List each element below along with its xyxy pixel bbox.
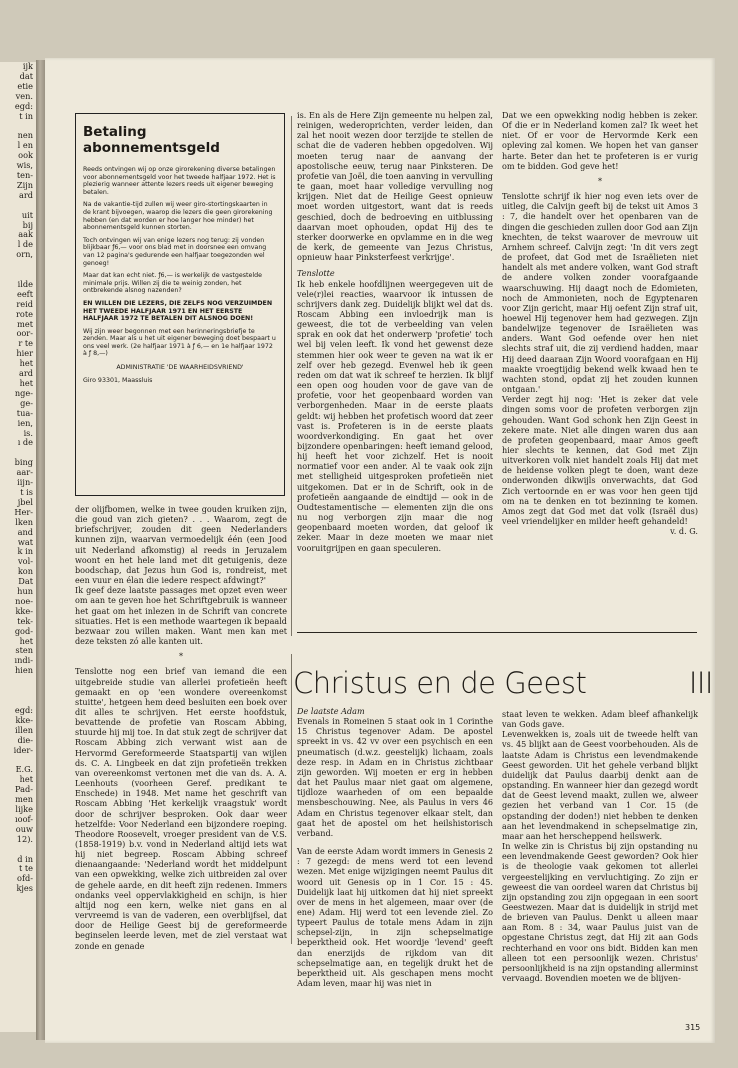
prev-page-line: sten [15, 645, 33, 656]
prev-page-line: ıoof- [15, 813, 33, 824]
prev-page-line: nen [17, 130, 33, 141]
prev-page-line: ien, [17, 417, 33, 428]
prev-page-line: k in [17, 546, 33, 557]
prev-page-line: ofd- [17, 873, 33, 884]
page-number: 315 [685, 1023, 701, 1032]
prev-page-line: ard [18, 368, 33, 379]
prev-page-line: d in [17, 853, 33, 864]
prev-page-line: egd: [14, 704, 33, 715]
prev-page-line: eeft [16, 288, 33, 299]
prev-page-line: kke- [15, 605, 33, 616]
author-signature: v. d. G. [670, 526, 698, 537]
prev-page-line: met [17, 318, 33, 329]
body-paragraph: In welke zin is Christus bij zijn opstanding nu een levendmakende Geest geworden? Ook hier is de theologie vaak gekomen tot allerlei vergeestelijking en vervluchtiging. Zo zijn er geweest die van oordeel waren dat Christus bij zijn opstanding zou zijn opgegaan in een soort Geestwezen. Maar dat is duidelijk in strijd met de brieven van Paulus. Denkt u alleen maar aan Rom. 8 : 34, waar Paulus juist van de opgestane Christus zegt, dat Hij zit aan Gods rechterhand en voor ons bidt. Bidden kan men alleen tot een persoonlijk wezen. Christus' persoonlijkheid is na zijn opstanding allerminst vervaagd. Bovendien moeten we de blijven- [502, 841, 698, 984]
article-headline [293, 666, 713, 700]
article-part-number: III [688, 666, 713, 700]
prev-page-line: ındi- [14, 655, 33, 666]
prev-page-line: het [19, 358, 33, 369]
prev-page-line: t is [20, 486, 33, 497]
body-paragraph: Van de eerste Adam wordt immers in Genesis 2 : 7 gezegd: de mens werd tot een levend wezen. Met enige wijzigingen neemt Paulus dit woord uit Genesis op in 1 Cor. 15 : 45. Duidelijk laat hij uitkomen dat hij niet spreekt over de mens in het algemeen, maar over (de ene) Adam. Hij werd tot een levende ziel. Zo typeert Paulus de totale mens Adam in zijn schepsel-zijn, in zijn schepselmatige beperktheid ook. Het woordje 'levend' geeft dan enerzijds de rijkdom van dit schepselmatige aan, en tegelijk drukt het de beperktheid uit. Als geschapen mens mocht Adam leven, maar hij was niet in [297, 846, 493, 989]
notice-paragraph: Toch ontvingen wij van enige lezers nog terug: zij vonden blijkbaar ƒ6,— voor ons blad met in doorsnee een omvang van 12 pagina's gedurende een halfjaar toegezonden wel genoeg! [83, 236, 267, 267]
prev-page-line: wat [17, 536, 33, 547]
book-gutter [36, 60, 45, 1040]
prev-page-line: etie [17, 80, 33, 91]
payment-notice-box [75, 113, 285, 496]
prev-page-line: het [19, 378, 33, 388]
body-paragraph: der olijfbomen, welke in twee gouden kruiken zijn, die goud van zich gieten? . . . Waarom, zegt de briefschrijver, zouden dit geen Nederlanders kunnen zijn, waarvan vermoedelijk één (een Jood uit Nederland afkomstig) al reeds in Jeruzalem woont en het hele land met dit getuigenis, deze boodschap, dat Jezus hun God is, rondreist, met een vuur en élan die iedere respect afdwingt?' [75, 504, 287, 586]
prev-page-line: hien [14, 665, 33, 676]
column-2 [297, 110, 493, 553]
prev-page-line: ven. [15, 90, 33, 101]
prev-page-line [0, 845, 36, 855]
prev-page-line: rote [16, 308, 33, 319]
notice-title: Betaling abonnementsgeld [83, 124, 220, 156]
body-paragraph: Evenals in Romeinen 5 staat ook in 1 Corinthe 15 Christus tegenover Adam. De apostel spreekt in vs. 42 vv over een psychisch en een pneumatisch (d.w.z. geestelijk) lichaam, zoals deze resp. in Adam en in Christus zichtbaar zijn geworden. Wij moeten er erg in hebben dat het Paulus maar niet gaat om algemene, tijdloze waarheden of om een bepaalde mensbeschouwing. Nee, als Paulus in vers 46 Adam en Christus tegenover elkaar stelt, dan gaat het de apostel om het heilshistorisch verband. [297, 716, 493, 838]
prev-page-line: ook [18, 150, 33, 161]
prev-page-line: l en [17, 140, 33, 151]
prev-page-line: god- [14, 625, 33, 636]
prev-page-line: Dat [18, 576, 33, 587]
prev-page-line: ge- [20, 397, 33, 408]
prev-page-line: uit [21, 209, 33, 220]
prev-page-line: ouw [15, 823, 33, 834]
prev-page-line: oor- [16, 328, 33, 339]
previous-page-edge [0, 62, 36, 1032]
prev-page-line: wis, [16, 160, 33, 171]
column-3 [502, 110, 698, 536]
prev-page-line: Zijn [16, 179, 33, 190]
body-paragraph: Ik heb enkele hoofdlijnen weergegeven uit de vele(r)lei reacties, waarvoor ik intussen de schrijvers dank zeg. Duidelijk blijkt wel dat ds. Roscam Abbing een invloedrijk man is geweest, die tot de verbeelding van velen sprak en ook dat het onderwerp 'profetie' toch wel bij velen leeft. Ik vond het gewenst deze stemmen hier ook weer te geven na wat ik er zelf over heb gezegd. Evenwel heb ik geen reden om dat wat ik schreef te herzien. Ik blijf een open oog houden voor de gave van de profetie, voor het geopenbaard worden van verborgenheden. Maar in de eerste plaats geldt: wij hebben het profetisch woord dat zeer vast is. Profeteren is in de eerste plaats woordverkondiging. En gaat het over bijzondere openbaringen: heeft iemand gelood, hij heeft het voor zichzelf. Het is nooit normatief voor een ander. Al te vaak ook zijn met stelligheid uitgesproken profetieën niet uitgekomen. Dat er in de Schrift, ook in de profetieën aangaande de eindtijd — ook in de Oudtestamentische — elementen zijn die ons nu nog verborgen zijn maar die nog geopenbaard moeten worden, dat geloof ik zeker. Maar in deze moeten we maar niet vooruitgrijpen en gaan speculeren. [297, 278, 493, 553]
prev-page-line: aak [18, 229, 33, 240]
prev-page-line: noe- [15, 595, 33, 606]
prev-page-line: r te [18, 338, 33, 349]
prev-page-line: E.G. [15, 764, 33, 775]
prev-page-line: ijk [22, 62, 33, 71]
prev-page-line: bij [22, 219, 33, 230]
subheading: Tenslotte [297, 268, 335, 279]
prev-page-line: t in [19, 110, 33, 121]
notice-paragraph: Wij zijn weer begonnen met een herinneringsbriefje te zenden. Maar als u het uit eigener beweging doet bespaart u ons veel werk. (2e halfjaar 1971 à ƒ 6,— en 1e halfjaar 1972 à ƒ 8,—) [83, 327, 276, 358]
prev-page-line: illen [15, 724, 33, 735]
prev-page-line: iijn- [17, 477, 33, 488]
prev-page-line: tek- [17, 615, 33, 626]
prev-page-line: die- [17, 734, 33, 745]
prev-page-line: and [17, 526, 33, 537]
article-title: Christus en de Geest [293, 666, 587, 700]
body-paragraph: Tenslotte schrijf ik hier nog even iets over de uitleg, die Calvijn geeft bij de tekst uit Amos 3 : 7, die handelt over het openbaren van de dingen die geschieden zullen door God aan Zijn knechten, de tekst waarover de mevrouw uit Arnhem schreef. Calvijn zegt: 'In dit vers zegt de profeet, dat God met de Israëlieten niet handelt als met andere volken, want God straft de andere volken zonder voorafgaande waarschuwing. Hij daagt noch de Edomieten, noch de Ammonieten, noch de Egyptenaren voor Zijn gericht, maar Hij oefent Zijn straf uit, hoewel Hij tegenover hem had gezwegen. Zijn bandelwijze tegenover de Israëlieten was anders. Want God oefende over hen niet slechts straf uit, die zij verdiend hadden, maar Hij deed daaraan Zijn Woord voorafgaan en Hij maakte vroegtijdig bekend welk kwaad hen te wachten stond, opdat zij het zouden kunnen ontgaan.' [502, 191, 698, 395]
body-paragraph: Dat we een opwekking nodig hebben is zeker. Of die er in Nederland komen zal? Ik weet het niet. Of er voor de Hervormde Kerk een opleving zal komen. We hopen het van ganser harte. Beter dan het te profeteren is er vurig om te bidden. God geve het! [502, 110, 698, 171]
prev-page-line: hun [17, 586, 33, 597]
prev-page-line: hier [16, 348, 33, 359]
prev-page-line: l de [17, 239, 33, 250]
prev-page-line: bing [14, 457, 33, 468]
body-paragraph: Ik geef deze laatste passages met opzet even weer om aan te geven hoe het Schriftgebruik is wanneer het gaat om het inlezen in de Schrift van concrete situaties. Het is een methode waartegen ik bepaald bezwaar zou willen maken. Want men kan met deze teksten zó alle kanten uit. [75, 585, 287, 647]
body-paragraph: Verder zegt hij nog: 'Het is zeker dat vele dingen soms voor de profeten verborgen zijn gehouden. Want God schonk hen Zijn Geest in zekere mate. Niet alle dingen waren dus aan de profeten geopenbaard, maar Amos geeft hier slechts te kennen, dat God met Zijn uitverkoren volk niet handelt zoals Hij dat met de heidense volken plegt te doen, want deze onderwonden dikwijls onverwachts, dat God Zich vertoornde en er was voor hen geen tijd om na te denken en tot bezinning te komen. Amos zegt dat God met dat volk (Israël dus) veel vriendelijker en milder heeft gehandeld! [502, 394, 698, 527]
body-paragraph: is. En als de Here Zijn gemeente nu helpen zal, reinigen, wederoprichten, verder leiden, dan zal het nooit wezen door terzijde te stellen de schat die de vaderen hebben opgedolven. Wij moeten terug naar de aanvang der apostolische eeuw, terug naar Pinksteren. De profetie van Joël, die toen aanving in vervulling te gaan, moet haar volledige vervulling nog krijgen. Niet dat de Heilige Geest opnieuw moet worden uitgestort, want dat is reeds geschied, doch de bedroeving en uitblussing daarvan moet ophouden, opdat Hij des te sterker doorwerke en opvlamme en in die weg de kerk, de gemeente van Jezus Christus, opnieuw haar Pinksterfeest verkrijge'. [297, 110, 493, 263]
prev-page-line: ten- [16, 169, 33, 180]
notice-paragraph: Na de vakantie-tijd zullen wij weer giro-stortingskaarten in de krant bijvoegen, waarop die lezers die geen girorekening hebben (en dat worden er hoe langer hoe minder) het abonnementsgeld kunnen storten. [83, 201, 273, 232]
body-paragraph: staat leven te wekken. Adam bleef afhankelijk van Gods gave. [502, 709, 698, 730]
body-paragraph: Levenwekken is, zoals uit de tweede helft van vs. 45 blijkt aan de Geest voorbehouden. Als de laatste Adam is Christus een levendmakende Geest geworden. Uit het gehele verband blijkt duidelijk dat Paulus daarbij denkt aan de opstanding. En wanneer hier dan gezegd wordt dat de Geest levend maakt, zullen we, alweer gezien het verband van 1 Cor. 15 (de opstanding der doden!) niet hebben te denken aan het levendmakend in schepselmatige zin, maar aan het herscheppend heilswerk. [502, 729, 698, 841]
prev-page-line: men [15, 794, 33, 805]
article-column-1 [297, 706, 493, 988]
prev-page-line: lken [15, 516, 33, 527]
prev-page-line: kjes [16, 883, 33, 894]
prev-page-line: tua- [16, 407, 33, 418]
prev-page-line: lijke [15, 803, 33, 814]
prev-page-line: dat [19, 70, 33, 81]
prev-page-line: reid [16, 298, 33, 309]
section-rule [297, 632, 697, 633]
prev-page-line: het [19, 774, 33, 785]
notice-paragraph: Maar dat kan echt niet. ƒ6,— is werkelijk de vastgestelde minimale prijs. Willen zij die te weinig zonden, het ontbrekende alsnog nazenden? [83, 272, 263, 295]
prev-page-line: aar- [16, 467, 33, 478]
section-star: * [597, 175, 603, 186]
notice-paragraph: Reeds ontvingen wij op onze girorekening diverse betalingen voor abonnementsgeld voor het tweede halfjaar 1972. Het is plezierig wanneer attente lezers reeds uit eigener beweging betalen. [83, 166, 276, 196]
column-divider [291, 654, 292, 944]
body-paragraph: Tenslotte nog een brief van iemand die een uitgebreide studie van allerlei profetieën heeft gemaakt en op 'een wondere overeenkomst stuitte', hetgeen hem deed besluiten een boek over dit alles te schrijven. Het eerste hoofdstuk, bevattende de profetie van Roscam Abbing, stuurde hij mij toe. In dat stuk zegt de schrijver dat Roscam Abbing zich verwant wist aan de Hervormd Gereformeerde Staatspartij van wijlen ds. C. A. Lingbeek en dat zijn profetieën trekken van overeenkomst vertonen met die van ds. A. A. Leenhouts (voorheen Geref. predikant te Enschede) in 1948. Met name het geschrift van Roscam Abbing 'Het kerkelijk vraagstuk' wordt door de schrijver besproken. Ook daar weer hetzelfde: Voor Nederland een bijzondere roeping. Theodore Roosevelt, vroeger president van de V.S. (1858-1919) b.v. vond in Nederland altijd iets wat hij niet begreep. Roscam Abbing schreef dienaangaande: 'Nederland wordt het middelpunt van een opwekking, welke zich uitbreiden zal over de gehele aarde, en dit heeft zijn redenen. Immers ondanks veel oppervlakkigheid en schijn, is hier altijd nog een kern, welke niet gans en al vervreemd is van de vaderen, een overblijfsel, dat door de Heilige Geest bij de gereformeerde beginselen leerde leven, met de ziel verstaat wat zonde en genade [75, 666, 287, 951]
notice-administration: ADMINISTRATIE 'DE WAARHEIDSVRIEND' [116, 364, 244, 372]
notice-emphasis: EN WILLEN DIE LEZERS, DIE ZELFS NOG VERZUIMDEN HET TWEEDE HALFJAAR 1971 EN HET EERSTE HALFJAAR 1972 TE BETALEN DIT ALSNOG DOEN! [83, 299, 273, 323]
prev-page-line: t te [18, 863, 33, 874]
prev-page-line: ı de [17, 437, 33, 448]
section-star: * [178, 651, 184, 662]
prev-page-line: vol- [18, 556, 33, 567]
prev-page-line: ider- [13, 744, 33, 755]
prev-page-line: jbel [17, 496, 33, 507]
notice-giro: Giro 93301, Maassluis [83, 376, 153, 384]
article-subheading: De laatste Adam [297, 706, 365, 716]
column-divider [291, 116, 292, 636]
prev-page-line: ard [18, 189, 33, 200]
prev-page-line: kon [17, 566, 33, 577]
prev-page-line: kke- [15, 714, 33, 725]
prev-page-line: is. [23, 427, 33, 438]
prev-page-line: het [19, 635, 33, 646]
prev-page-line: orn, [16, 249, 33, 260]
prev-page-line: egd: [14, 100, 33, 111]
prev-page-line: Her- [14, 506, 33, 517]
prev-page-line: nge- [14, 387, 33, 398]
prev-page-line: 12). [16, 833, 33, 844]
newspaper-page [45, 58, 715, 1043]
column-1 [75, 504, 287, 951]
prev-page-line: Pad- [14, 784, 33, 795]
prev-page-line: ilde [17, 278, 33, 289]
article-column-2 [502, 709, 698, 983]
